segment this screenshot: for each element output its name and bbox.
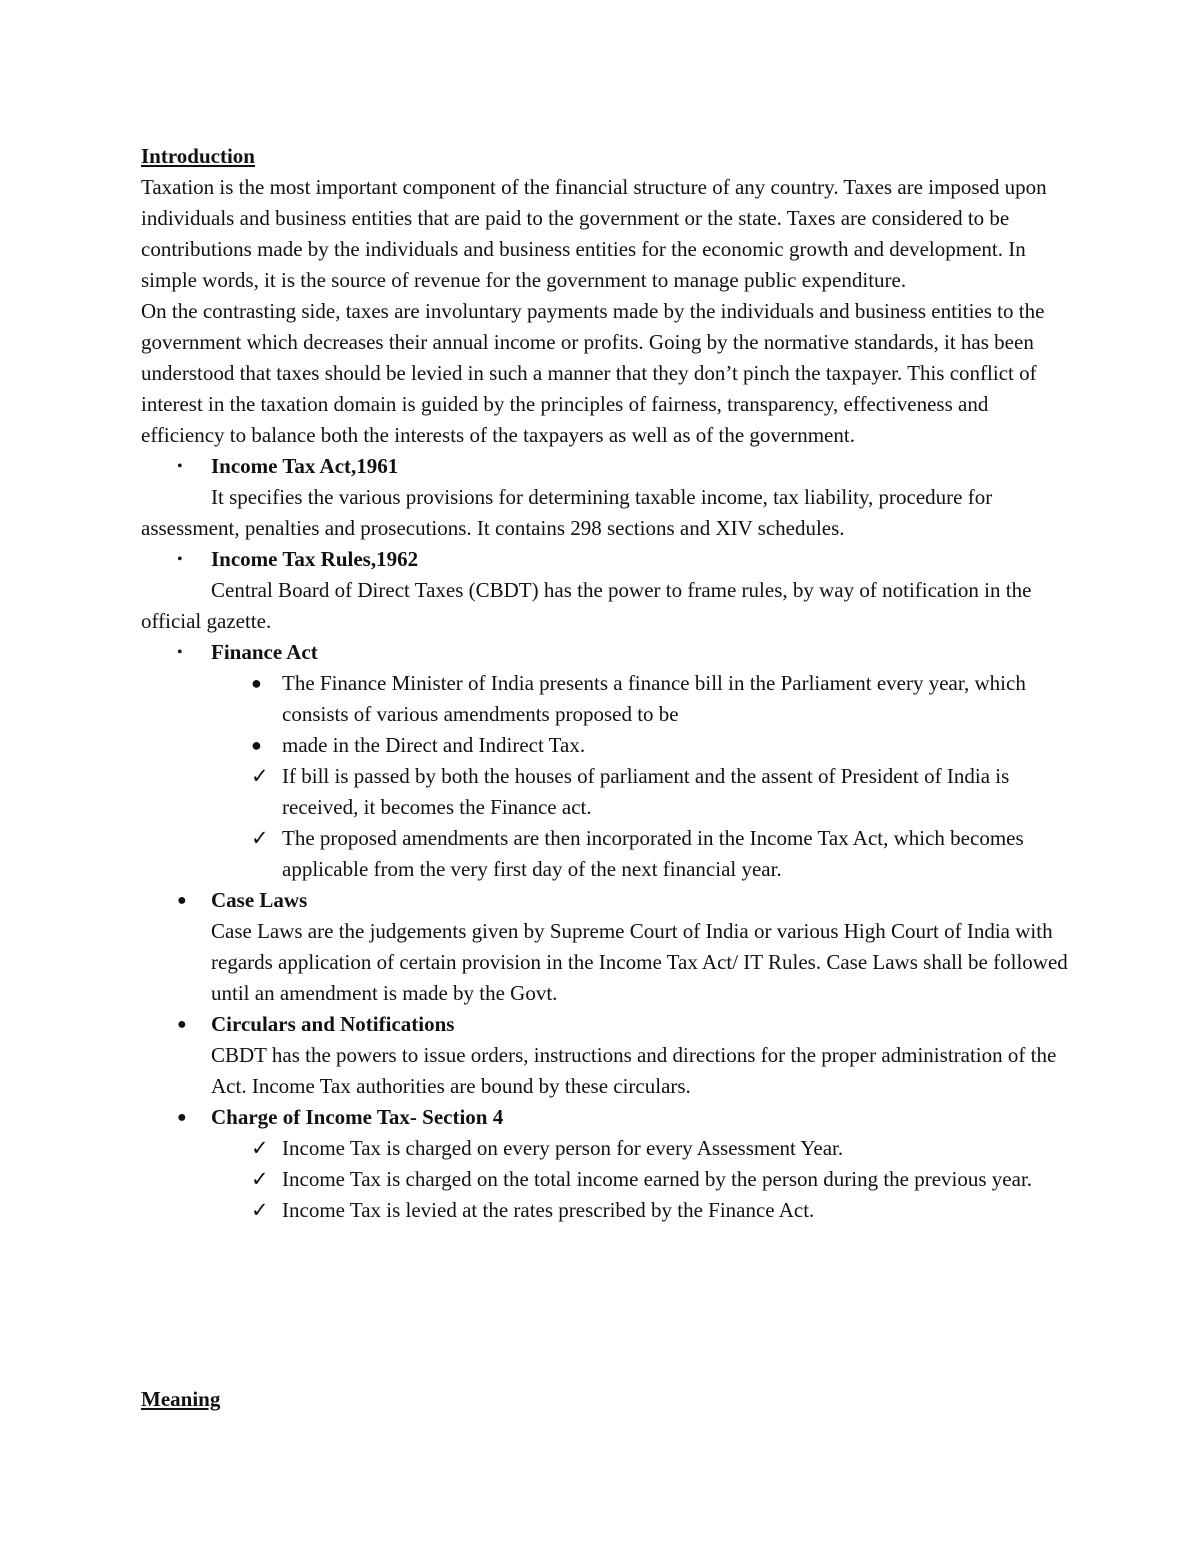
finance-act-title: Finance Act — [211, 640, 318, 664]
meaning-heading: Meaning — [141, 1387, 221, 1411]
disc-bullet-icon: ● — [177, 1109, 187, 1126]
list-item-charge — [141, 1102, 1071, 1133]
document-page — [141, 141, 1071, 1226]
finance-act-item-text: The proposed amendments are then incorporated in the Income Tax Act, which becomes applicable from the very first day of the next financial year. — [282, 826, 1024, 881]
check-icon: ✓ — [251, 1167, 269, 1191]
charge-item-text: Income Tax is levied at the rates prescribed by the Finance Act. — [282, 1198, 815, 1222]
charge-item-text: Income Tax is charged on every person for every Assessment Year. — [282, 1136, 844, 1160]
list-item-case-laws — [141, 885, 1071, 916]
circulars-description: CBDT has the powers to issue orders, instructions and directions for the proper administration of the Act. Income Tax authorities are bound by these circulars. — [211, 1043, 1057, 1098]
list-item-income-tax-act — [141, 451, 1071, 482]
check-icon: ✓ — [251, 826, 269, 850]
small-bullet-icon: • — [177, 644, 183, 661]
income-tax-act-title: Income Tax Act,1961 — [211, 454, 399, 478]
charge-item-text: Income Tax is charged on the total income earned by the person during the previous year. — [282, 1167, 1033, 1191]
finance-act-item — [141, 761, 1071, 823]
check-icon: ✓ — [251, 764, 269, 788]
list-item-circulars — [141, 1009, 1071, 1040]
finance-act-item — [141, 730, 1071, 761]
disc-bullet-icon: ● — [251, 735, 262, 755]
case-laws-description: Case Laws are the judgements given by Supreme Court of India or various High Court of India with regards application of certain provision in the Income Tax Act/ IT Rules. Case Laws shall be followed until an amendment is made by the Govt. — [211, 919, 1068, 1005]
introduction-heading: Introduction — [141, 144, 255, 168]
charge-item — [141, 1133, 1071, 1164]
income-tax-act-description: It specifies the various provisions for determining taxable income, tax liability, procedure for assessment, penalties and prosecutions. It contains 298 sections and XIV schedules. — [141, 485, 993, 540]
charge-item — [141, 1195, 1071, 1226]
finance-act-item-text: The Finance Minister of India presents a finance bill in the Parliament every year, which consists of various amendments proposed to be — [282, 671, 1026, 726]
check-icon: ✓ — [251, 1136, 269, 1160]
list-item-income-tax-rules — [141, 544, 1071, 575]
charge-item — [141, 1164, 1071, 1195]
list-item-finance-act — [141, 637, 1071, 668]
finance-act-item — [141, 668, 1071, 730]
check-icon: ✓ — [251, 1198, 269, 1222]
income-tax-rules-title: Income Tax Rules,1962 — [211, 547, 419, 571]
case-laws-title: Case Laws — [211, 888, 308, 912]
finance-act-item-text: If bill is passed by both the houses of parliament and the assent of President of India is received, it becomes the Finance act. — [282, 764, 1010, 819]
disc-bullet-icon: ● — [251, 673, 262, 693]
intro-paragraph-2: On the contrasting side, taxes are involuntary payments made by the individuals and business entities to the government which decreases their annual income or profits. Going by the normative standards, it has been understood that taxes should be levied in such a manner that they don’t pinch the taxpayer. This conflict of interest in the taxation domain is guided by the principles of fairness, transparency, effectiveness and efficiency to balance both the interests of the taxpayers as well as of the government. — [141, 299, 1045, 447]
income-tax-rules-description: Central Board of Direct Taxes (CBDT) has the power to frame rules, by way of notification in the official gazette. — [141, 578, 1032, 633]
intro-paragraph-1: Taxation is the most important component of the financial structure of any country. Taxes are imposed upon individuals and business entities that are paid to the government or the state. Taxes are considered to be contributions made by the individuals and business entities for the economic growth and development. In simple words, it is the source of revenue for the government to manage public expenditure. — [141, 175, 1047, 292]
circulars-title: Circulars and Notifications — [211, 1012, 455, 1036]
disc-bullet-icon: ● — [177, 1016, 187, 1033]
finance-act-item-text: made in the Direct and Indirect Tax. — [282, 733, 586, 757]
disc-bullet-icon: ● — [177, 892, 187, 909]
small-bullet-icon: • — [177, 458, 183, 475]
small-bullet-icon: • — [177, 551, 183, 568]
charge-title: Charge of Income Tax- Section 4 — [211, 1105, 504, 1129]
finance-act-item — [141, 823, 1071, 885]
